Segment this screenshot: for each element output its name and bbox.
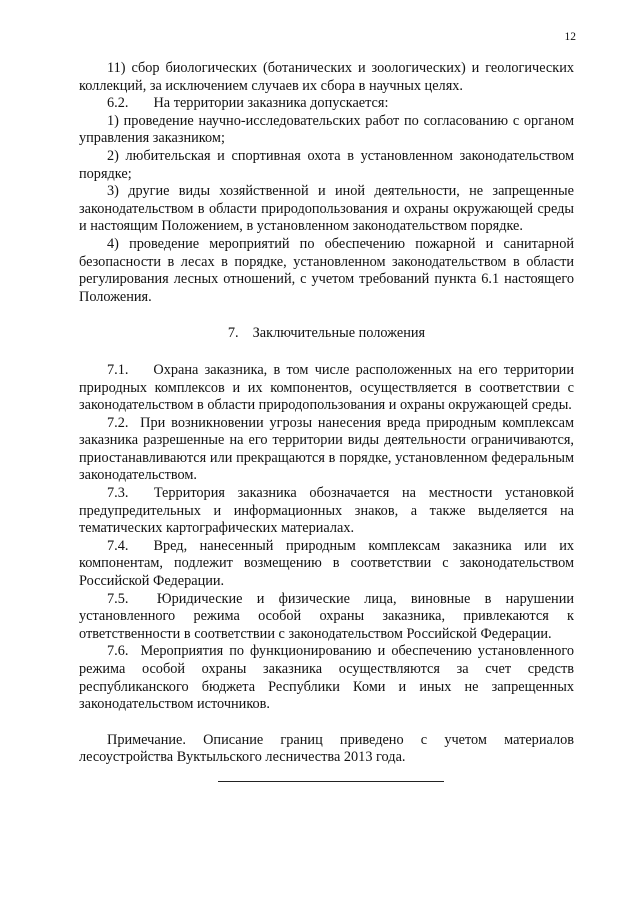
paragraph-6-2-item-1: 1) проведение научно-исследовательских работ по согласованию с органом управления заказником;	[79, 112, 574, 147]
paragraph-7-3: 7.3. Территория заказника обозначается на местности установкой предупредительных и информационных знаков, а также выделяется на тематических картографических материалах.	[79, 485, 574, 537]
paragraph-6-1-item-11: 11) сбор биологических (ботанических и зоологических) и геологических коллекций, за исключением случаев их сбора в научных целях.	[79, 60, 574, 94]
paragraph-7-6: 7.6. Мероприятия по функционированию и обеспечению установленного режима особой охраны заказника осуществляются за счет средств республиканского бюджета Республики Коми и иных не запрещенных законодательством источников.	[79, 643, 574, 713]
note-paragraph: Примечание. Описание границ приведено с учетом материалов лесоустройства Вуктыльского лесничества 2013 года.	[79, 731, 574, 766]
section-7-heading	[79, 325, 574, 343]
section-6-continuation	[79, 60, 574, 306]
spacer	[79, 714, 574, 732]
section-7-body	[79, 362, 574, 714]
closing-divider-line	[218, 781, 444, 782]
paragraph-6-2-item-3: 3) другие виды хозяйственной и иной деятельности, не запрещенные законодательством в области природопользования и охраны окружающей среды и настоящим Положением, в установленном законодательством порядке.	[79, 183, 574, 235]
section-7-number: 7.	[227, 325, 239, 342]
paragraph-7-2: 7.2. При возникновении угрозы нанесения вреда природным комплексам заказника разрешенные на его территории виды деятельности ограничиваются, приостанавливаются или прекращаются в порядке, установленном федеральным законодательством.	[79, 414, 574, 484]
section-7-title: Заключительные положения	[252, 325, 426, 342]
paragraph-6-2-item-4: 4) проведение мероприятий по обеспечению пожарной и санитарной безопасности в лесах в порядке, установленном законодательством в области регулирования лесных отношений, с учетом требований пункта 6.1 настоящего Положения.	[79, 235, 574, 305]
paragraph-6-2-item-2: 2) любительская и спортивная охота в установленном законодательством порядке;	[79, 147, 574, 182]
paragraph-7-4: 7.4. Вред, нанесенный природным комплексам заказника или их компонентам, подлежит возмещению в соответствии с законодательством Российской Федерации.	[79, 537, 574, 590]
page-number: 12	[564, 31, 576, 43]
paragraph-6-2-heading: 6.2. На территории заказника допускается:	[107, 95, 389, 112]
paragraph-7-1: 7.1. Охрана заказника, в том числе расположенных на его территории природных комплексов и их компонентов, осуществляется в соответствии с законодательством в области природопользования и охраны окружающей среды.	[79, 361, 574, 414]
paragraph-7-5: 7.5. Юридические и физические лица, виновные в нарушении установленного режима особой охраны заказника, привлекаются к ответственности в соответствии с законодательством Российской Федерации.	[79, 590, 574, 642]
